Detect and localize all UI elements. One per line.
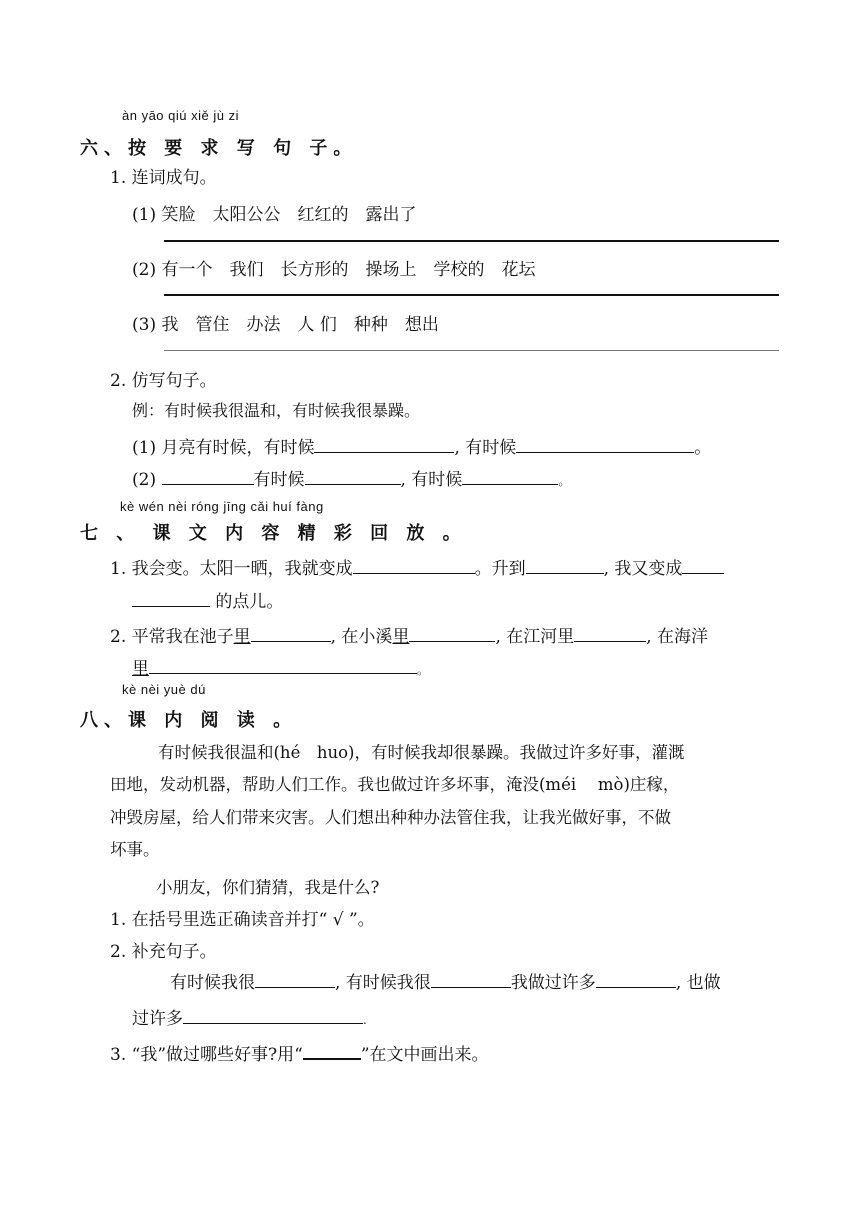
s7-q2-a: 2. 平常我在池子 xyxy=(110,627,234,647)
s7-q2-b: , 在小溪 xyxy=(330,627,393,647)
section6-pinyin: àn yāo qiú xiě jù zi xyxy=(122,108,239,123)
s6-item-2: (2) 有一个 我们 长方形的 操场上 学校的 花坛 xyxy=(132,260,536,280)
s7-q1-d: 的点儿。 xyxy=(215,592,284,612)
s8-q2-e: 过许多 xyxy=(132,1009,183,1029)
blank[interactable] xyxy=(305,483,401,485)
answer-line-1[interactable] xyxy=(164,240,779,242)
blank[interactable] xyxy=(255,986,335,988)
s6-fill-2-d: 。 xyxy=(558,474,571,488)
s6-fill-1-b: , 有时候 xyxy=(454,438,517,458)
s6-fill-1 xyxy=(132,433,711,458)
s8-q3 xyxy=(110,1040,489,1065)
blank[interactable] xyxy=(353,572,475,574)
s6-example: 例：有时候我很温和，有时候我很暴躁。 xyxy=(132,401,421,420)
blank[interactable] xyxy=(526,572,604,574)
blank[interactable] xyxy=(132,605,210,607)
s6-q2: 2. 仿写句子。 xyxy=(110,371,217,391)
blank[interactable] xyxy=(462,483,558,485)
s6-fill-2-b: 有时候 xyxy=(253,470,305,490)
blank[interactable] xyxy=(574,640,646,642)
s8-q2-fill-2 xyxy=(132,1004,367,1029)
s8-q3-b: ”在文中画出来。 xyxy=(360,1045,489,1065)
s7-q2-d: , 在海洋 xyxy=(646,627,709,647)
s6-fill-2-a: (2) xyxy=(132,470,157,490)
section7-pinyin: kè wén nèi róng jīng cǎi huí fàng xyxy=(120,499,324,514)
blank[interactable] xyxy=(314,451,454,453)
answer-line-3[interactable] xyxy=(164,350,779,351)
s7-q2-e: 。 xyxy=(417,663,430,677)
blank[interactable] xyxy=(162,483,254,485)
s8-q2-fill xyxy=(170,968,721,993)
section6-title: 六、按 要 求 写 句 子。 xyxy=(80,138,358,159)
underline-sample xyxy=(303,1057,361,1060)
passage-line-2: 田地，发动机器，帮助人们工作。我也做过许多坏事，淹没(méi mò)庄稼， xyxy=(110,775,680,794)
blank[interactable] xyxy=(516,451,694,453)
s6-fill-1-a: (1) 月亮有时候，有时候 xyxy=(132,438,315,458)
s7-q1-b: 。升到 xyxy=(474,559,526,579)
blank[interactable] xyxy=(409,640,495,642)
s6-fill-2-c: , 有时候 xyxy=(400,470,463,490)
s7-q1 xyxy=(110,554,724,579)
passage-line-4: 坏事。 xyxy=(110,840,160,859)
section8-pinyin: kè nèi yuè dú xyxy=(122,682,206,697)
blank[interactable] xyxy=(682,572,724,574)
s7-q2-li1: 里 xyxy=(233,627,251,647)
section8-title: 八、课 内 阅 读 。 xyxy=(80,710,298,731)
s8-q2-c: 我做过许多 xyxy=(510,973,596,993)
blank[interactable] xyxy=(431,986,511,988)
blank[interactable] xyxy=(596,986,676,988)
s8-q2-d: , 也做 xyxy=(675,973,721,993)
passage-line-3: 冲毁房屋，给人们带来灾害。人们想出种种办法管住我，让我光做好事，不做 xyxy=(110,808,671,827)
s6-item-1: (1) 笑脸 太阳公公 红红的 露出了 xyxy=(132,205,417,225)
s7-q1-c: , 我又变成 xyxy=(603,559,683,579)
answer-line-2[interactable] xyxy=(164,294,779,296)
s7-q2 xyxy=(110,622,708,647)
s8-q2-a: 有时候我很 xyxy=(170,973,255,993)
passage-line-1: 有时候我很温和(hé huo)，有时候我却很暴躁。我做过许多好事，灌溉 xyxy=(158,743,685,762)
s7-q2-li3: 里 xyxy=(132,659,149,679)
section7-title: 七 、 课 文 内 容 精 彩 回 放 。 xyxy=(80,523,467,544)
blank[interactable] xyxy=(149,672,417,674)
s7-q2-c: , 在江河里 xyxy=(495,627,575,647)
s7-q2-li2: 里 xyxy=(392,627,410,647)
s7-q1-a: 1. 我会变。太阳一晒，我就变成 xyxy=(110,559,353,579)
blank[interactable] xyxy=(251,640,331,642)
s6-fill-1-c: 。 xyxy=(694,438,712,458)
s6-item-3: (3) 我 管住 办法 人 们 种种 想出 xyxy=(132,315,439,335)
s7-q2-line2 xyxy=(132,654,429,679)
passage-question: 小朋友，你们猜猜，我是什么? xyxy=(156,878,380,897)
blank[interactable] xyxy=(183,1022,363,1024)
s6-q1: 1. 连词成句。 xyxy=(110,168,217,188)
s8-q2-f: . xyxy=(363,1013,367,1027)
s8-q1: 1. 在括号里选正确读音并打“ √ ”。 xyxy=(110,910,375,930)
s6-fill-2 xyxy=(132,465,570,490)
s8-q2-b: , 有时候我很 xyxy=(335,973,431,993)
s8-q2: 2. 补充句子。 xyxy=(110,942,217,962)
s8-q3-a: 3. “我”做过哪些好事?用“ xyxy=(110,1045,303,1065)
s7-q1-line2 xyxy=(132,587,283,612)
